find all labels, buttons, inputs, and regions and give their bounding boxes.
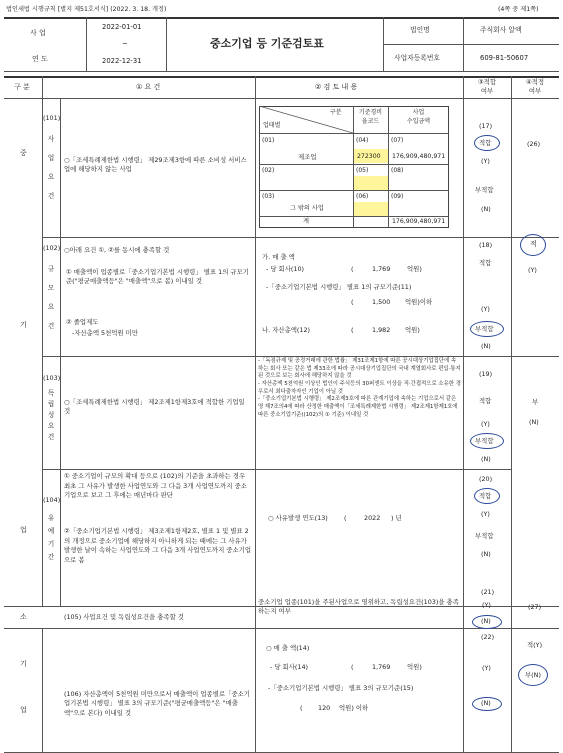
row102-vertical-label: 규모요건 <box>47 265 55 330</box>
row103-fit-number: (19) <box>479 370 493 378</box>
revenue-manufacturing: 176,909,480,971 <box>392 153 446 160</box>
row106-proper-yes[interactable]: 적(Y) <box>527 641 543 649</box>
row101-vertical-label: 사업요건 <box>47 135 55 200</box>
num-02: (02) <box>262 167 275 174</box>
row105-proper-number: (27) <box>528 603 542 611</box>
row102-assets-value: 1,982 <box>372 326 391 334</box>
row102-standard-label: -「중소기업기본법 시행령」 별표 1의 규모기준(11) <box>266 283 412 291</box>
row103-fit-n: (N) <box>481 455 491 463</box>
row101-fit-y: (Y) <box>481 157 490 165</box>
tbl-header-revenue: 사업 수입금액 <box>406 109 431 125</box>
row102-fit-no[interactable]: 부적합 <box>475 325 494 333</box>
row104-fit-number: (20) <box>479 475 493 483</box>
row103-requirement: ○「조세특례제한법 시행령」 제2조제1항제3호에 적합한 기업일 것 <box>64 398 245 416</box>
row102-fit-y: (Y) <box>481 305 490 313</box>
row106-standard-label: -「중소기업기본법 시행령」 별표 3의 규모기준(15) <box>268 684 414 692</box>
row106-paren-2: ( <box>300 704 303 712</box>
side-label-gi: 기 <box>20 321 27 329</box>
row105-fit-n[interactable]: (N) <box>481 617 491 625</box>
row103-fit-no[interactable]: 부적합 <box>475 437 494 445</box>
row104-req2: ②「중소기업기본법 시행령」 제3조제1항제2호, 별표 1 및 별표 2의 개정으로 중소기업에 해당하지 아니하게 되는 때에는 그 사유가 발생한 날이 속하는 사업연도와 그 다음 3개 사업연도까지 중소기업으로 봄 <box>64 527 251 564</box>
col-header-fit: ③적합 여부 <box>477 78 497 96</box>
row105-requirement: (105) 사업요건 및 독립성요건을 충족할 것 <box>64 613 184 621</box>
row103-fit-yes[interactable]: 적합 <box>479 397 492 405</box>
num-03: (03) <box>262 193 275 200</box>
row102-proper-y: (Y) <box>528 266 537 274</box>
row106-requirement: (106) 자산총액이 5천억원 미만으로서 매출액이 업종별로「중소기업기본법 시행령」 별표 3의 규모기준("평균매출액등"은 "매출액"으로 본다) 이내일 것 <box>64 690 250 717</box>
num-06: (06) <box>356 193 369 200</box>
row102-unit-2: 억원)이하 <box>405 298 433 306</box>
row101-requirement: ○「조세특례제한법 시행령」 제29조제3항에 따른 소비성 서비스업에 해당하지 않는 사업 <box>64 156 247 174</box>
col-header-review: ② 검 토 내 용 <box>315 83 358 91</box>
tbl-header-std-code: 기준경비 율코드 <box>358 109 383 125</box>
tbl-header-biz: 업태별 <box>263 122 281 129</box>
col-header-requirement: ① 요 건 <box>136 83 161 91</box>
row101-fit-n: (N) <box>481 205 491 213</box>
row104-event-year: 2022 <box>364 514 381 522</box>
row102-standard-value: 1,500 <box>372 298 391 306</box>
row106-revenue-heading: ○ 매 출 액(14) <box>266 644 310 652</box>
period-end: 2022-12-31 <box>102 57 142 65</box>
col-header-category: 구 분 <box>14 83 30 91</box>
row102-own-revenue-label: - 당 회사(10) <box>266 265 305 273</box>
page-indicator: (4쪽 중 제1쪽) <box>498 6 539 13</box>
row103-vertical-label: 독립성요건 <box>47 389 55 441</box>
row102-own-revenue: 1,769 <box>372 265 391 273</box>
row102-paren-2: ( <box>351 298 354 306</box>
industry-total-label: 계 <box>303 218 309 225</box>
biz-number-value: 609-81-50607 <box>480 54 529 62</box>
side-label-eop2: 업 <box>20 706 27 714</box>
row102-unit: 억원) <box>407 265 422 273</box>
row105-fit-number: (21) <box>481 588 495 596</box>
row106-fit-number: (22) <box>481 633 495 641</box>
row102-fit-n: (N) <box>481 342 491 350</box>
row102-paren-3: ( <box>351 326 354 334</box>
row104-vertical-label: 유예기간 <box>47 514 55 561</box>
row102-req2: ② 졸업제도 <box>66 318 99 326</box>
side-label-eop: 업 <box>20 526 27 534</box>
industry-manufacturing: 제조업 <box>298 153 317 161</box>
row101-code: (101) <box>43 114 61 122</box>
row104-code: (104) <box>43 496 61 504</box>
period-start: 2022-01-01 <box>102 23 142 31</box>
row106-own-revenue-label: - 당 회사(14) <box>270 663 309 671</box>
row106-own-revenue: 1,769 <box>372 663 391 671</box>
row106-unit-2: 억원) 이하 <box>339 704 369 712</box>
period-tilde: ~ <box>122 40 128 48</box>
period-label-2: 연 도 <box>32 55 48 63</box>
row103-fit-y: (Y) <box>481 420 490 428</box>
row103-proper-n: (N) <box>529 418 539 426</box>
row104-fit-n: (N) <box>481 550 491 558</box>
row104-event-year-label: ○ 사유발생 연도(13) <box>268 514 328 522</box>
row104-paren: ( <box>344 514 347 522</box>
num-09: (09) <box>391 193 404 200</box>
row101-proper-number: (26) <box>527 140 541 148</box>
row106-paren: ( <box>351 663 354 671</box>
industry-other: 그 밖의 사업 <box>290 205 324 212</box>
row102-revenue-heading: 가. 매 출 액 <box>262 253 295 261</box>
row104-fit-no[interactable]: 부적합 <box>475 532 494 540</box>
row106-standard-value: 120 <box>318 704 331 712</box>
row104-unit: ) 년 <box>391 514 402 522</box>
num-04: (04) <box>356 137 369 144</box>
row106-proper-no[interactable]: 부(N) <box>525 671 541 679</box>
num-01: (01) <box>262 137 275 144</box>
biz-number-label: 사업자등록번호 <box>394 54 440 62</box>
std-code-value: 272300 <box>357 153 381 160</box>
num-08: (08) <box>391 167 404 174</box>
row105-review: 중소기업 업종(101)을 주된사업으로 영위하고, 독립성요건(103)을 충족하는지 여부 <box>258 598 459 616</box>
row103-code: (103) <box>43 374 61 382</box>
row105-fit-y: (Y) <box>482 601 491 609</box>
row103-review-content: -「독점규제 및 공정거래에 관한 법률」 제31조제1항에 따른 공시대상기업집단에 속하는 회사 또는 같은 법 제33조에 따라 공시대상기업집단의 국내 계열회사로 편입·통지된 것으로 보는 회사에 해당하지 않을 것 - 자산총액 5천억원 이상인 법인이 주식등의 30퍼센트 이상을 직·간접적으로 소유한 경우로서 최다출자자인 기업이 아닐 것 -「중소기업기본법 시행령」 제2조제3호에 따른 관계기업에 속하는 기업으로서 같은 영 제7조의4에 따라 산정한 매출액이「조세특례제한법 시행령」 제2조제1항제1호에 따른 중소기업기준((102)의 ① 기준) 이내일 것 <box>258 358 461 418</box>
num-07: (07) <box>391 137 404 144</box>
row102-paren: ( <box>351 265 354 273</box>
row101-fit-no[interactable]: 부적합 <box>475 186 494 194</box>
revenue-total: 176,909,480,971 <box>392 218 446 225</box>
period-label-1: 사 업 <box>30 29 46 37</box>
row104-fit-y: (Y) <box>481 510 490 518</box>
side-label-gi2: 기 <box>20 660 27 668</box>
row102-fit-yes[interactable]: 적합 <box>479 259 492 267</box>
row102-unit-3: 억원) <box>405 326 420 334</box>
side-label-jung: 중 <box>20 149 27 157</box>
row102-req1: ① 매출액이 업종별로「중소기업기본법 시행령」 별표 1의 규모기준("평균매출액등"은 "매출액"으로 봄) 이내일 것 <box>66 268 249 286</box>
num-05: (05) <box>356 167 369 174</box>
row101-fit-yes[interactable]: 적합 <box>479 139 492 147</box>
row101-fit-number: (17) <box>479 122 493 130</box>
tbl-header-gubun: 구분 <box>330 109 342 116</box>
row106-unit: 억원) <box>407 663 422 671</box>
row103-proper-no[interactable]: 부 <box>532 398 539 406</box>
row102-assets-label: 나. 자산총액(12) <box>262 326 311 334</box>
row106-fit-y: (Y) <box>482 664 491 672</box>
row104-req1: ① 중소기업이 규모의 확대 등으로 (102)의 기준을 초과하는 경우 최초 그 사유가 발생한 사업연도와 그 다음 3개 사업연도까지 중소기업으로 보고 그 후에는 매년마다 판단 <box>64 472 247 500</box>
row102-code: (102) <box>43 244 61 252</box>
row102-fit-number: (18) <box>479 241 493 249</box>
row102-proper-yes[interactable]: 적 <box>530 240 537 248</box>
corp-name-label: 법인명 <box>410 26 430 34</box>
col-header-proper: ④적정 여부 <box>525 78 545 96</box>
corp-name-value: 주식회사 알액 <box>480 26 522 34</box>
row102-intro: ○아래 요건 ①, ②를 동시에 충족할 것 <box>64 246 170 254</box>
row102-req2b: -자산총액 5천억원 미만 <box>72 329 138 337</box>
side-label-so: 소 <box>20 613 27 621</box>
form-reference: 법인세법 시행규칙 [별지 제51호서식] (2022. 3. 18. 개정) <box>6 6 167 13</box>
row104-fit-yes[interactable]: 적합 <box>479 492 492 500</box>
row106-fit-n[interactable]: (N) <box>481 699 491 707</box>
document-title: 중소기업 등 기준검토표 <box>210 37 324 50</box>
